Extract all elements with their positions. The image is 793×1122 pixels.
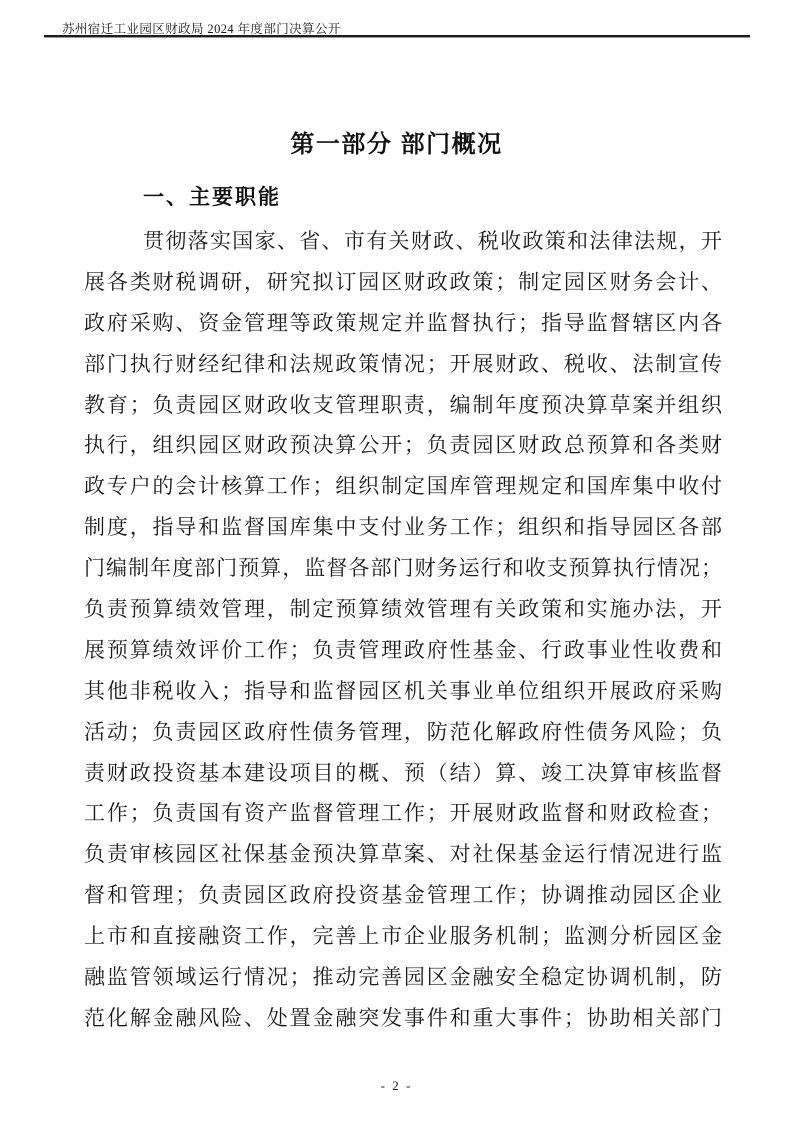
body-paragraph [84, 221, 722, 1039]
document-title: 第一部分 部门概况 [290, 131, 503, 158]
page-number: - 2 - [380, 1078, 413, 1093]
body-line: 融监管领域运行情况；推动完善园区金融安全稳定协调机制，防 [84, 965, 722, 990]
body-line: 上市和直接融资工作，完善上市企业服务机制；监测分析园区金 [84, 924, 722, 949]
body-line: 督和管理；负责园区政府投资基金管理工作；协调推动园区企业 [84, 883, 722, 908]
body-line: 责财政投资基本建设项目的概、预（结）算、竣工决算审核监督 [84, 760, 722, 785]
header-divider [44, 35, 750, 37]
body-line: 范化解金融风险、处置金融突发事件和重大事件；协助相关部门 [84, 1005, 722, 1030]
body-line: 展预算绩效评价工作；负责管理政府性基金、行政事业性收费和 [84, 637, 722, 662]
body-line: 门编制年度部门预算，监督各部门财务运行和收支预算执行情况； [84, 556, 722, 581]
body-line: 活动；负责园区政府性债务管理，防范化解政府性债务风险；负 [84, 719, 722, 744]
body-line: 政府采购、资金管理等政策规定并监督执行；指导监督辖区内各 [84, 310, 722, 335]
body-line: 负责预算绩效管理，制定预算绩效管理有关政策和实施办法，开 [84, 597, 722, 622]
body-line: 教育；负责园区财政收支管理职责，编制年度预决算草案并组织 [84, 392, 722, 417]
body-line: 制度，指导和监督国库集中支付业务工作；组织和指导园区各部 [84, 515, 722, 540]
body-line: 工作；负责国有资产监督管理工作；开展财政监督和财政检查； [84, 801, 722, 826]
page-header: 苏州宿迁工业园区财政局 2024 年度部门决算公开 [62, 22, 341, 36]
body-line: 其他非税收入；指导和监督园区机关事业单位组织开展政府采购 [84, 678, 722, 703]
body-line: 展各类财税调研，研究拟订园区财政政策；制定园区财务会计、 [84, 269, 722, 294]
body-line: 政专户的会计核算工作；组织制定国库管理规定和国库集中收付 [84, 474, 722, 499]
body-line: 贯彻落实国家、省、市有关财政、税收政策和法律法规，开 [143, 229, 722, 253]
body-line: 部门执行财经纪律和法规政策情况；开展财政、税收、法制宣传 [84, 351, 722, 376]
body-line: 执行，组织园区财政预决算公开；负责园区财政总预算和各类财 [84, 433, 722, 458]
body-line: 负责审核园区社保基金预决算草案、对社保基金运行情况进行监 [84, 842, 722, 867]
section-heading: 一、主要职能 [143, 186, 281, 209]
